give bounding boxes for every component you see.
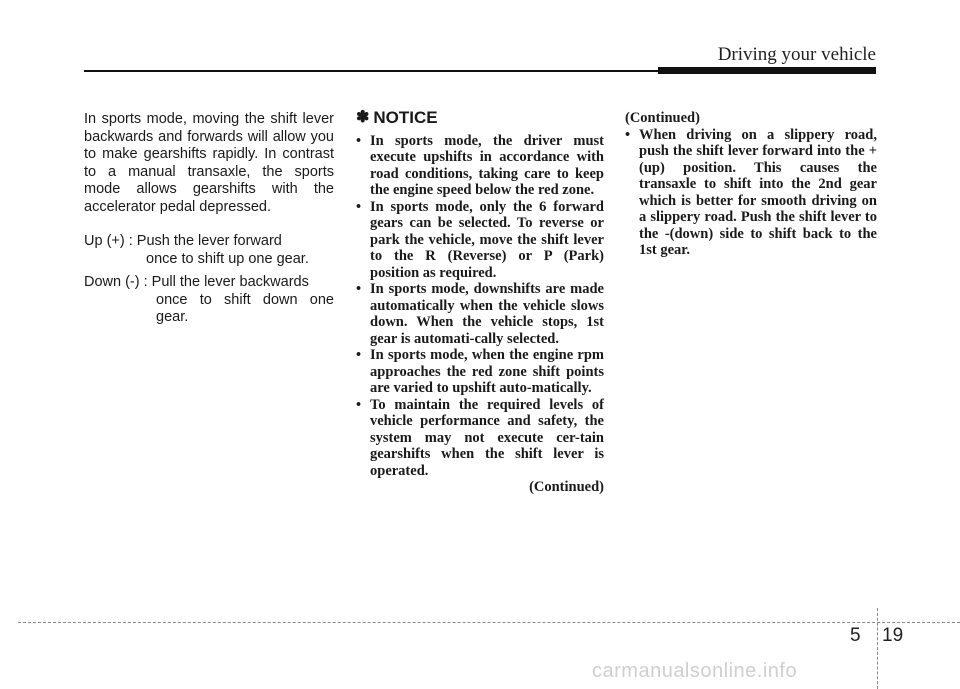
notice-bullet-list <box>356 133 604 480</box>
watermark-text: carmanualsonline.info <box>592 660 798 682</box>
header-title: Driving your vehicle <box>717 44 876 65</box>
gear-up-key: Up (+) <box>84 233 125 249</box>
gear-up-desc-rest: once to shift up one gear. <box>146 250 309 267</box>
notice-bullet: • In sports mode, downshifts are made automatically when the vehicle slows down. When the vehicle stops, 1st gear is automati-cally selected. <box>356 281 604 347</box>
footer-dashed-line <box>18 622 960 623</box>
page-number: 19 <box>882 625 904 646</box>
left-column <box>84 111 334 333</box>
right-bullet-list <box>625 127 877 259</box>
continued-heading: (Continued) <box>625 110 700 126</box>
right-bullet: • When driving on a slippery road, push the shift lever forward into the +(up) position. This causes the transaxle to shift into the 2nd gear which is better for smooth driving on a slippery road. Push the shift lever to the -(down) side to shift back to the 1st gear. <box>625 126 877 258</box>
continued-label: (Continued) <box>529 479 604 495</box>
gear-down-key: Down (-) <box>84 274 140 290</box>
intro-paragraph: In sports mode, moving the shift lever backwards and forwards will allow you to make gearshifts rapidly. In contrast to a manual transaxle, the sports mode allows gearshifts with the accelerator pedal depressed. <box>84 111 334 215</box>
notice-column <box>356 110 604 496</box>
notice-bullet: • In sports mode, only the 6 forward gears can be selected. To reverse or park the vehicle, move the shift lever to the R (Reverse) or P (Park) position as required. <box>356 198 604 281</box>
notice-title: NOTICE <box>373 108 438 127</box>
chapter-number: 5 <box>850 625 861 646</box>
gear-down-desc-rest: once to shift down one gear. <box>156 291 334 325</box>
notice-bullet: • In sports mode, when the engine rpm approaches the red zone shift points are varied to upshift auto-matically. <box>356 347 604 396</box>
gear-down-row <box>84 274 334 327</box>
gear-down-desc: : Pull the lever backwards <box>143 274 309 290</box>
header-rule-thin <box>84 70 664 72</box>
right-column <box>625 110 877 259</box>
gear-up-desc: : Push the lever forward <box>128 233 282 249</box>
footer-dashed-divider <box>877 608 878 689</box>
notice-bullet: • In sports mode, the driver must execute upshifts in accordance with road conditions, taking care to keep the engine speed below the red zone. <box>356 132 604 198</box>
notice-bullet: • To maintain the required levels of vehicle performance and safety, the system may not execute cer-tain gearshifts when the shift lever is operated. <box>356 396 604 479</box>
header-rule-thick <box>658 67 876 74</box>
gear-up-row <box>84 233 334 268</box>
notice-heading <box>356 110 604 127</box>
notice-asterisk-icon: ✽ <box>356 109 370 126</box>
